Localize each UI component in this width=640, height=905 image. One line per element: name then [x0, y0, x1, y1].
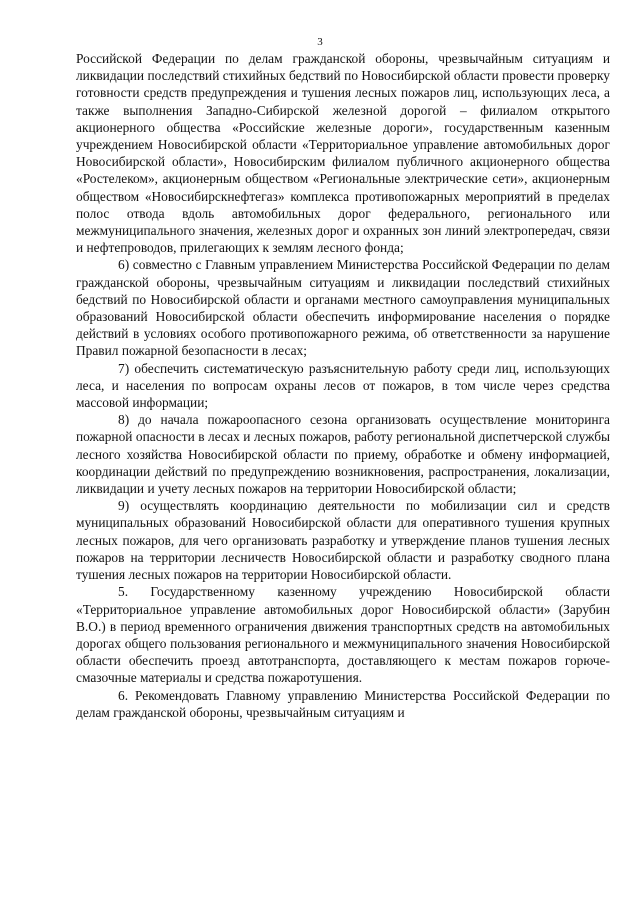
paragraph-item-8: 8) до начала пожароопасного сезона организовать осуществление мониторинга пожарной опасности в лесах и лесных пожаров, работу региональной диспетчерской службы лесного хозяйства Новосибирской области по приему, обработке и обмену информацией, координации действий по предупреждению возникновения, распространения, локализации, ликвидации и учету лесных пожаров на территории Новосибирской области;	[76, 412, 610, 497]
paragraph-section-5: 5. Государственному казенному учреждению Новосибирской области «Территориальное управление автомобильных дорог Новосибирской области» (Зарубин В.О.) в период временного ограничения движения транспортных средств на автомобильных дорогах общего пользования регионального и межмуниципального значения Новосибирской области обеспечить проезд автотранспорта, доставляющего к местам пожаров горюче-смазочные материалы и средства пожаротушения.	[76, 584, 610, 686]
paragraph-continuation: Российской Федерации по делам гражданской обороны, чрезвычайным ситуациям и ликвидации последствий стихийных бедствий по Новосибирской области провести проверку готовности средств предупреждения и тушения лесных пожаров лиц, использующих леса, а также выполнения Западно-Сибирской железной дорогой – филиалом открытого акционерного общества «Российские железные дороги», государственным казенным учреждением Новосибирской области «Территориальное управление автомобильных дорог Новосибирской области», Новосибирским филиалом публичного акционерного общества «Ростелеком», акционерным обществом «Региональные электрические сети», акционерным обществом «Новосибирскнефтегаз» комплекса противопожарных мероприятий в пределах полос отвода вдоль автомобильных дорог федерального, регионального или межмуниципального значения, железных дорог и охранных зон линий электропередач, связи и нефтепроводов, прилегающих к землям лесного фонда;	[76, 51, 610, 256]
paragraph-item-9: 9) осуществлять координацию деятельности по мобилизации сил и средств муниципальных образований Новосибирской области для оперативного тушения крупных лесных пожаров, для чего организовать разработку и утверждение планов тушения лесных пожаров на территории лесничеств Новосибирской области и разработку сводного плана тушения лесных пожаров на территории Новосибирской области.	[76, 498, 610, 583]
paragraph-item-7: 7) обеспечить систематическую разъяснительную работу среди лиц, использующих леса, и населения по вопросам охраны лесов от пожаров, в том числе через средства массовой информации;	[76, 360, 610, 411]
page-number: 3	[317, 36, 323, 48]
paragraph-section-6: 6. Рекомендовать Главному управлению Министерства Российской Федерации по делам гражданской обороны, чрезвычайным ситуациям и	[76, 687, 610, 720]
paragraph-item-6: 6) совместно с Главным управлением Министерства Российской Федерации по делам гражданской обороны, чрезвычайным ситуациям и ликвидации последствий стихийных бедствий по Новосибирской области и органами местного самоуправления муниципальных образований Новосибирской области обеспечить информирование населения о порядке действий в условиях особого противопожарного режима, об ответственности за нарушение Правил пожарной безопасности в лесах;	[76, 257, 610, 359]
document-body	[76, 50, 610, 721]
